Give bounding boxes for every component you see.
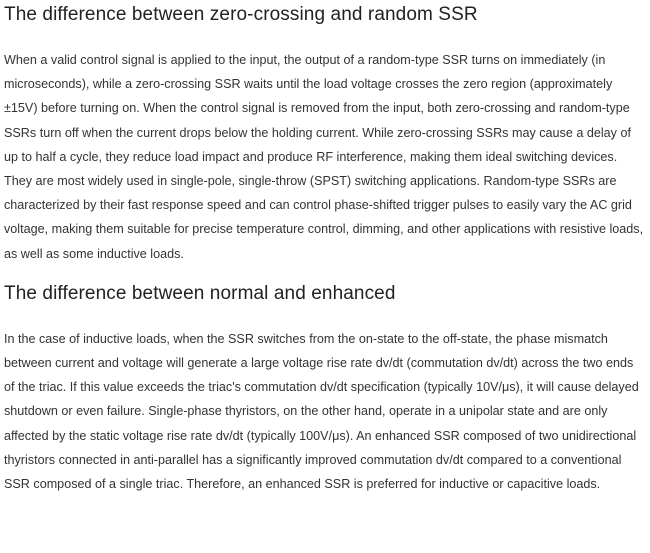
article <box>4 0 646 496</box>
section-heading-normal-vs-enhanced: The difference between normal and enhanced <box>4 282 396 304</box>
section-body-normal-vs-enhanced: In the case of inductive loads, when the SSR switches from the on-state to the off-state, the phase mismatch between current and voltage will generate a large voltage rise rate dv/dt (commutation dv/dt) across the two ends of the triac. If this value exceeds the triac's commutation dv/dt specification (typically 10V/μs), it will cause delayed shutdown or even failure. Single-phase thyristors, on the other hand, operate in a unipolar state and are only affected by the static voltage rise rate dv/dt (typically 100V/μs). An enhanced SSR composed of two unidirectional thyristors connected in anti-parallel has a significantly improved commutation dv/dt compared to a conventional SSR composed of a single triac. Therefore, an enhanced SSR is preferred for inductive or capacitive loads. <box>4 331 639 492</box>
section-heading-zero-crossing-vs-random: The difference between zero-crossing and random SSR <box>4 4 478 25</box>
section-body-zero-crossing-vs-random: When a valid control signal is applied to the input, the output of a random-type SSR turns on immediately (in microseconds), while a zero-crossing SSR waits until the load voltage crosses the zero region (approximately ±15V) before turning on. When the control signal is removed from the input, both zero-crossing and random-type SSRs turn off when the current drops below the holding current. While zero-crossing SSRs may cause a delay of up to half a cycle, they reduce load impact and produce RF interference, making them ideal switching devices. They are most widely used in single-pole, single-throw (SPST) switching applications. Random-type SSRs are characterized by their fast response speed and can control phase-shifted trigger pulses to easily vary the AC grid voltage, making them suitable for precise temperature control, dimming, and other applications with resistive loads, as well as some inductive loads. <box>4 53 644 261</box>
